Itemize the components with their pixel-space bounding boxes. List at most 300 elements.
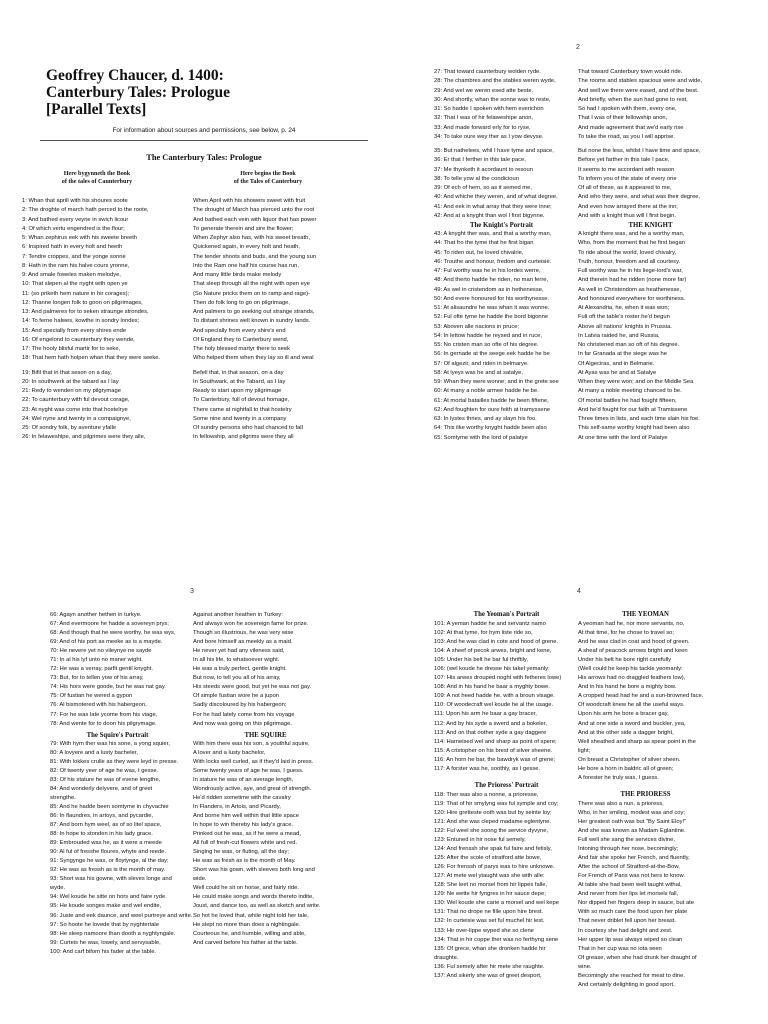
verse-line: 69: And of his port as meeke as is a mayde. [50,639,163,646]
verse-line: This self-same worthy knight had been also [578,425,690,432]
verse-line: 10: That slepen al the nyght with open ye [22,281,128,288]
verse-group [22,197,222,364]
page-number: 4 [577,588,581,595]
verse-line: And certainly delighting in good sport, [578,981,675,988]
verse-line: Some twenty years of age he was, I guess. [193,767,304,774]
column-heading: of the Tales of Canterbury [233,178,303,185]
verse-line: 105: Under his belt he bar ful thriftily, [434,657,528,664]
verse-line: 39: Of ech of hem, so as it semed me, [434,185,532,191]
verse-line: 128: She leet no morsel from hir lippes falle, [434,882,548,889]
middle-english-column [50,611,195,957]
verse-line: 126: For frenssh of parys was to hire unknowe. [434,864,555,871]
verse-line: Of mortal battles he had fought fifteen, [578,397,677,404]
verse-line: 73: But, for to tellen yow of his array, [50,675,144,682]
verse-line: With so much care the food upon her plate [578,909,688,916]
section-heading: The Yeoman's Portrait [473,611,540,618]
verse-line: And he'd fought for our faith at Tramissene [578,406,688,413]
verse-line: 27: That toward caunterbury wolden ryde. [434,69,541,75]
verse-line: 23: At nyght was come into that hostelrye [22,406,128,413]
verse-line: 111: Upon his arm he baar a gay bracer, [434,711,537,718]
verse-line: 81: With lokkes crulle as they were leyd in presse. [50,758,179,765]
verse-line: 76: Al bismotered with his habergeon, [50,702,147,709]
verse-line: 68: And though that he were worthy, he was wys, [50,630,176,637]
verse-line: But none the less, whilst I have time and space, [578,148,701,154]
modern-english-column [578,611,768,990]
verse-line: 78: And wente for to doon his pilgrymage. [50,720,157,727]
verse-line: 50: And evere honoured for his worthynesse. [434,295,550,302]
verse-line: So had I spoken with them, every one, [578,106,677,112]
verse-line: His arrows had no draggled feathers low), [578,675,686,682]
verse-line: wine. [578,963,592,970]
verse-line: There was also a nun, a prioress, [578,800,664,807]
verse-line: He never yet had any vileness said, [193,648,285,655]
verse-line: Full worthy was he in his liege-lord's war, [578,268,683,274]
verse-line: 107: His arwes drouped noght with fetheres lowe) [434,675,562,682]
verse-line: 92: He was as fressh as is the month of may. [50,867,166,874]
verse-line: At many a noble meeting chanced to be. [578,388,682,395]
verse-line: And many little birds make melody [193,272,282,278]
verse-line: In courtesy she had delight and zest. [578,927,673,934]
verse-line: And therein had he ridden (none more far) [578,277,687,284]
verse-line: As well in Christendom as heathenesse, [578,286,682,293]
verse-line: In Southwark, at the Tabard, as I lay [193,378,286,385]
verse-line: 132: In curteisie was set ful muchel hir lest. [434,918,545,925]
verse-line: Of all of these, as it appeared to me, [578,185,672,191]
verse-line: Sadly discoloured by his habergeon; [193,702,287,709]
verse-line: Against another heathen in Turkey: [193,612,283,618]
verse-line: In fellowship, and pilgrims were they all [193,434,294,441]
verse-line: Courteous he, and humble, willing and able, [193,930,306,937]
column-heading: of the tales of Caunterbury [61,178,133,185]
verse-line: 97: So hoote he lovede that by nyghtertale [50,921,159,928]
verse-line: 110: Of woodecraft wel koude he al the usage. [434,702,554,709]
verse-line: 41: And eek in what array that they were inne; [434,203,552,210]
verse-line: 44: That fro the tyme that he first bigan [434,240,534,247]
verse-line: 58: At lyeys was he and at satalye, [434,369,523,376]
verse-line: In Flanders, in Artois, and Picardy, [193,803,281,810]
verse-line: 57: Of algezir, and riden in belmarye. [434,360,529,367]
verse-line: Truth, honour, freedom and all courtesy. [578,258,681,265]
verse-line: 99: Curteis he was, lowely, and servysable, [50,939,161,946]
verse-line: 109: A not heed hadde he, with a broun visage. [434,693,555,700]
verse-line: 32: That I was of hir felaweshipe anon, [434,115,534,122]
verse-line: 37: Me thynketh it acordaunt to resoun [434,166,533,173]
verse-line: Full oft the table's roster he'd begun [578,314,670,321]
verse-line: And now was going on this pilgrimage. [193,720,292,727]
verse-line: 66: Agayn another hethen in turkye. [50,612,142,618]
verse-line: 29: And wel we weren esed atte beste. [434,87,534,94]
verse-line: 19: Bifil that in that seson on a day, [22,369,112,376]
verse-line: But now, to tell you all of his array, [193,675,281,682]
verse-line: 6: Inspired hath in every holt and heeth [22,244,123,251]
verse-line: light; [578,747,591,754]
verse-line: 67: And evermoore he hadde a sovereyn prys; [50,621,169,628]
verse-line: 2: The droghte of march hath perced to the roote, [22,207,149,214]
verse-line: 65: Somtyme with the lord of palatye [434,434,528,441]
verse-line: 3: And bathed every veyne in swich licour [22,216,129,223]
verse-line: 86: In flaundres, in artoys, and pycardie, [50,812,154,819]
verse-line: 22: To caunterbury with ful devout corage, [22,397,130,404]
verse-line: After the school of Stratford-at-the-Bow, [578,864,680,871]
verse-line: And briefly, when the sun had gone to rest, [578,96,688,103]
verse-line: It seems to me accordant with reason [578,166,675,173]
verse-line: To inform you of the state of every one [578,175,677,182]
verse-line: 45: To riden out, he loved chivalrie, [434,249,524,256]
verse-line: He'd ridden sometime with the cavalry [193,794,291,801]
verse-line: He bore a horn in baldric all of green; [578,765,674,772]
verse-line: No christened man so oft of his degree. [578,342,680,348]
verse-line: 35: But nathelees, whil I have tyme and space, [434,148,554,154]
verse-line: Short was his gown, with sleeves both long and [193,867,315,874]
page-4 [384,512,768,1024]
verse-line: Full well she sang the services divine, [578,837,675,844]
verse-line: 101: A yeman hadde he and servantz namo [434,621,546,627]
verse-line: 123: Entuned in hir nose ful semely, [434,837,526,844]
verse-line: 63: In lystes thries, and ay slayn his foo. [434,416,537,422]
verse-line: The holy blessed martyr there to seek [193,346,290,352]
verse-line: To Canterbury, full of devout homage, [193,397,290,404]
verse-line: 30: And shortly, whan the sonne was to reste, [434,96,551,103]
verse-line: 125: After the scole of stratford atte bowe, [434,855,542,862]
verse-line: And specially from every shire's end [193,327,286,334]
verse-line: Of England they to Canterbury wend, [193,336,289,343]
verse-line: A forester he truly was, I guess. [578,774,659,781]
verse-line: 135: Of grece, whan she dronken hadde hir [434,945,546,952]
verse-line: 96: Juste and eek daunce, and weel purtreye and write. [50,912,193,919]
verse-group [193,611,383,729]
verse-line: 102: At that tyme, for hym liste ride so, [434,630,533,637]
verse-line: Above all nations' knights in Prussia. [578,323,672,330]
verse-line: 80: A lovyere and a lusty bacheler, [50,749,138,756]
verse-line: 103: And he was clad in cote and hood of grene. [434,639,559,646]
verse-line: And she was known as Madam Eglantine. [578,827,686,834]
verse-line: 60: At many a noble armee hadde he be. [434,388,539,395]
verse-group [578,620,768,783]
verse-line: And made agreement that we'd early rise [578,124,684,131]
verse-line: 61: At mortal batailles hadde he been fiftene, [434,397,549,404]
verse-line: A sheaf of peacock arrows bright and keen [578,648,688,655]
verse-line: Three times in lists, and each time slain his foe. [578,416,700,422]
verse-line: 64: This ilke worthy knyght hadde been also [434,425,547,432]
verse-line: 53: Aboven alle nacions in pruce; [434,323,520,330]
verse-line: 71: In al his lyf unto no maner wight. [50,657,143,664]
verse-line: Quickened again, in every holt and heath, [193,244,300,251]
verse-line: So hot he loved that, while night told her tale, [193,912,309,919]
verse-line: At one time with the lord of Palatye [578,434,668,441]
verse-line: Prinked out he was, as if he were a mead, [193,831,301,838]
verse-line: 56: In gernade at the seege eek hadde he be [434,351,550,358]
verse-line: Before yet farther in this tale I pace, [578,157,670,164]
verse-line: When Zephyr also has, with his sweet breath, [193,235,310,241]
verse-line: 114: Harneised wel and sharp as point of spere; [434,738,557,745]
verse-line: When April with his showers sweet with fruit [193,198,306,204]
verse-line: A knight there was, and he a worthy man, [578,231,685,237]
verse-line: 33: And made forward erly for to ryse, [434,124,531,131]
verse-line: Who, in her smiling, modest was and coy; [578,809,685,816]
verse-line: Under his belt he bore right carefully [578,657,672,664]
verse-group [193,369,383,443]
verse-line: 79: With hym ther was his sone, a yong squier, [50,740,170,747]
verse-line: His steeds were good, but yet he was not gay. [193,684,312,691]
section-heading: The Knight's Portrait [469,222,534,229]
verse-line: And he was clad in coat and hood of green. [578,639,690,646]
verse-line: And bore himself as meekly as a maid. [193,639,293,646]
verse-line: 74: His hors were goode, but he was nat gay. [50,684,166,691]
verse-group [50,611,195,729]
verse-line: He slept no more than does a nightingale. [193,921,301,928]
verse-line: Ready to start upon my pilgrimage [193,388,282,394]
middle-english-column [434,68,584,443]
verse-line: draughte. [434,954,459,961]
verse-line: 14: To ferne halwes, kowthe in sondry londes; [22,318,140,325]
verse-line: 133: Hir over-lippe wyped she so clene [434,927,534,934]
title-line: Canterbury Tales: Prologue [46,84,230,101]
verse-line: And always won he sovereign fame for prize. [193,621,309,628]
modern-english-column [193,171,383,443]
verse-line: 118: Ther was also a nonne, a prioresse, [434,791,539,798]
verse-line: 12: Thanne longen folk to goon on pilgrimages, [22,299,143,306]
verse-line: 122: Ful weel she soong the service dyvyne, [434,827,549,834]
verse-group [193,197,383,364]
verse-line: 85: And he hadde been somtyme in chyvachie [50,803,169,810]
verse-line: 26: In felaweshipe, and pilgrimes were they alle, [22,434,146,441]
verse-line: To distant shrines well known in sundry lands. [193,318,311,325]
verse-line: A lover and a lusty bachelor, [193,749,266,756]
verse-line: 116: An horn he bar, the bawdryk was of grene; [434,756,556,763]
verse-line: Her upper lip was always wiped so clean [578,936,683,943]
middle-english-column [22,171,222,443]
middle-english-column [434,611,584,981]
verse-line: Befell that, in that season, on a day [193,369,284,376]
verse-line: All full of fresh-cut flowers white and red. [193,840,298,847]
verse-line: Becomingly she reached for meat to dine. [578,972,685,979]
verse-group [578,800,768,990]
verse-line: And at the other side a dagger bright, [578,729,674,736]
verse-line: He was a truly perfect, gentle knight. [193,666,287,673]
verse-line: 115: A cristopher on his brest of silver sheene. [434,747,553,754]
verse-line: Some nine and twenty in a company [193,415,287,422]
verse-line: 84: And wonderly delyvere, and of greet [50,785,153,792]
verse-line: To ride about the world, loved chivalry, [578,249,677,256]
section-heading: THE PRIORESS [620,790,671,798]
verse-line: In stature he was of an average length, [193,776,294,783]
verse-line: 104: A sheef of pecok arwes, bright and kene, [434,648,552,655]
verse-line: And borne him well within that little space [193,812,300,819]
verse-line: 130: Wel koude she carie a morsel and wel kepe [434,900,559,907]
page-3 [0,512,384,1024]
verse-line: 34: To take oure wey ther as I yow devyse. [434,133,544,140]
verse-line: With locks well curled, as if they'd laid in press. [193,758,314,765]
verse-line: 95: He koude songes make and wel endite, [50,903,162,910]
verse-line: To generate therein and sire the flower; [193,225,294,232]
verse-line: (Well could he keep his tackle yeomanly: [578,666,683,673]
verse-group [434,230,584,443]
verse-line: 17: The hooly blisful martir for to seke, [22,346,121,352]
verse-line: 98: He sleep namoore than dooth a nyghtyngale. [50,930,176,937]
section-heading: THE KNIGHT [628,222,673,229]
verse-line: 72: He was a verray, parfit gentil knyght. [50,666,153,673]
verse-line: 127: At mete wel ytaught was she with alle: [434,873,545,880]
verse-line: Intoning through her nose, becomingly; [578,846,679,853]
verse-line: 28: The chambres and the stables weren wyde, [434,78,556,85]
verse-line: At that time, for he chose to travel so; [578,630,675,637]
page-number: 3 [190,588,194,595]
verse-line: wide. [193,876,207,883]
verse-line: 83: Of his stature he was of evene lengthe, [50,776,161,783]
verse-line: 38: To telle yow al the condicioun [434,175,519,182]
verse-line: 20: In southwerk at the tabard as I lay [22,378,119,385]
verse-line: And never from her lips let morsels fall, [578,891,679,898]
verse-line: 108: And in his hand he baar a myghty bowe. [434,684,551,691]
section-heading: The Squire's Portrait [86,731,149,739]
verse-line: 131: That no drope ne fille upon hire brest. [434,909,544,916]
verse-line: 124: And frenssh she spak ful faire and fetisly, [434,846,552,853]
verse-line: 88: In hope to stonden in his lady grace. [50,831,153,838]
verse-line: 52: Ful ofte tyme he hadde the bord bigonne [434,314,549,321]
verse-line: 36: Er that I ferther in this tale pace, [434,157,526,164]
column-heading: Here bygynneth the Book [63,171,131,177]
verse-line: To take the road, as you I will apprise. [578,133,675,140]
verse-line: 117: A forster was he, soothly, as I gesse. [434,765,541,772]
verse-line: 11: (so priketh hem nature in hir corages); [22,290,130,297]
verse-line: That never driblet fell upon her breast. [578,918,676,925]
verse-line: 49: As wel in cristendom as in hethenesse, [434,286,544,293]
verse-group [578,230,768,443]
verse-line: Singing he was, or fluting, all the day; [193,849,290,856]
verse-line: He could make songs and words thereto indite, [193,894,314,901]
verse-line: And carved before his father at the table. [193,939,298,946]
verse-line: On breast a Christopher of silver sheen. [578,756,681,763]
verse-line: 136: Ful semely after hir mete she raughte. [434,963,545,970]
verse-line: That I was of their fellowship anon, [578,115,668,122]
verse-line: And at one side a sword and buckler, yea, [578,720,686,727]
verse-line: A yeoman had he, nor more servants, no, [578,621,685,627]
verse-line: 47: Ful worthy was he in his lordes werre, [434,268,541,274]
verse-line: And with a knight thus will I first begin. [578,212,676,219]
verse-line: At table she had been well taught withal, [578,882,682,889]
verse-line: 24: Wel nyne and twenty in a compaignye, [22,415,131,422]
verse-line: And fair she spoke her French, and fluently, [578,855,690,862]
verse-line: Of simple fustian wore he a jupon [193,693,280,700]
verse-line: 77: For he was late ycome from his viage, [50,711,158,718]
verse-line: The drought of March has pierced unto the root [193,207,315,214]
modern-english-column [578,68,768,443]
verse-line: 59: Whan they were wonne; and in the grete see [434,379,559,385]
verse-line: 91: Syngynge he was, or floytynge, al the day; [50,858,169,865]
verse-line: 4: Of which vertu engendred is the flour; [22,225,125,232]
verse-line: Then do folk long to go on pilgrimage, [193,299,290,306]
verse-line: At Alexandria, he, when it was won; [578,305,670,311]
verse-line: 55: No cristen man so ofte of his degree. [434,342,539,348]
verse-line: Of woodcraft knew he all the useful ways. [578,702,685,709]
verse-line: 9: And smale foweles maken melodye, [22,272,121,278]
verse-line: Upon his arm he bore a bracer gay, [578,711,669,718]
verse-line: And well we there were eased, and of the best. [578,87,699,94]
verse-line: Who, from the moment that he first began [578,240,685,247]
verse-line: At Ayas was he and at Satalye [578,369,657,376]
verse-line: 94: Wel koude he sitte on hors and faire ryde. [50,894,167,901]
verse-line: Wondrously active, aye, and great of strength. [193,785,312,792]
modern-english-column [193,611,383,948]
verse-line: 7: Tendre croppes, and the yonge sonne [22,253,126,260]
verse-line: 46: Trouthe and honour, fredom and curteisie. [434,258,552,265]
verse-line: 121: And she was cleped madame eglentyne. [434,818,551,825]
verse-group [578,68,768,142]
verse-group [22,369,222,443]
verse-group [193,740,383,948]
verse-line: For French of Paris was not hers to know. [578,873,685,880]
divider [40,140,368,141]
verse-line: 31: So hadde I spoken with hem everichon [434,106,544,112]
verse-line: 75: Of fustian he wered a gypon [50,693,133,700]
verse-line: 93: Short was his gowne, with sleves longe and [50,876,172,883]
verse-line: (So Nature pricks them on to ramp and rage)- [193,290,310,297]
page-2 [384,0,768,512]
verse-line: A cropped head had he and a sun-browned face. [578,693,704,700]
source-info: For information about sources and permissions, see below, p. 24 [112,127,296,134]
verse-line: The tender shoots and buds, and the young sun [193,253,317,260]
section-heading: THE YEOMAN [622,611,669,618]
verse-line: And palmers to go seeking out strange strands, [193,309,315,315]
verse-line: Of grease, when she had drunk her draught of [578,954,697,961]
verse-line: And bathed each vein with liquor that has power [193,216,317,223]
verse-line: 54: In lettow hadde he reysed and in ruce, [434,332,542,339]
verse-line: 87: And born hym weel, as of so litel space, [50,822,162,829]
verse-line: And honoured everywhere for worthiness. [578,295,686,302]
verse-line: In Latvia raided he, and Russia, [578,332,660,339]
verse-line: 18: That hem hath holpen whan that they were seeke. [22,355,161,362]
verse-line: 42: And at a knyght than wol I first bigynne. [434,212,545,219]
verse-line: In far Granada at the siege was he [578,351,667,358]
verse-line: 70: He nevere yet no vileynye ne sayde [50,648,152,655]
verse-line: strengthe. [50,794,76,801]
verse-line: Though so illustrious, he was very wise [193,630,294,637]
page-number: 2 [576,44,580,51]
verse-line: For he had lately come from his voyage [193,711,295,718]
verse-line: Nor dipped her fingers deep in sauce, but ate [578,900,695,907]
verse-line: 16: Of engelond to caunterbury they wende, [22,336,135,343]
verse-line: wyde. [50,885,66,892]
verse-line: 113: And on that oother syde a gay daggere [434,729,547,736]
verse-line: 48: And therto hadde he riden, no man ferre, [434,277,549,284]
verse-line: Joust, and dance too, as well as sketch and write. [193,903,321,910]
verse-line: 21: Redy to wenden on my pilgrymage [22,388,121,394]
verse-line: Her greatest oath was but "By Saint Eloy!" [578,818,687,825]
document-title [46,67,376,118]
verse-line: That in her cup was no iota seen [578,945,662,952]
column-heading: Here begins the Book [240,171,296,177]
verse-line: 5: Whan zephirus eek with his sweete breeth [22,235,138,241]
title-line: [Parallel Texts] [46,101,147,118]
verse-line: 1: Whan that aprill with his shoures soote [22,198,128,204]
verse-line: 25: Of sondry folk, by aventure yfalle [22,425,117,431]
verse-line: 106: (wel koude he dresse his takel yemanly: [434,666,550,673]
verse-line: Into the Ram one half his course has run, [193,262,300,269]
verse-line: That toward Canterbury town would ride. [578,69,683,75]
section-heading: THE SQUIRE [244,731,287,739]
verse-line: 100: And carf biforn his fader at the table. [50,948,157,955]
verse-line: Who helped them when they lay so ill and weal [193,355,314,362]
verse-line: 40: And whiche they weren, and of what degree, [434,194,558,201]
verse-line: And even how arrayed there at the inn; [578,203,678,210]
verse-line: Well could he sit on horse, and fairly ride. [193,885,299,892]
section-title: The Canterbury Tales: Prologue [146,153,262,162]
verse-line: Of sundry persons who had chanced to fall [193,425,303,431]
verse-group [434,791,584,981]
verse-group [434,68,584,142]
verse-line: When they were won; and on the Middle Sea [578,379,694,385]
verse-line: 13: And palmeres for to seken straunge strondes, [22,309,149,315]
